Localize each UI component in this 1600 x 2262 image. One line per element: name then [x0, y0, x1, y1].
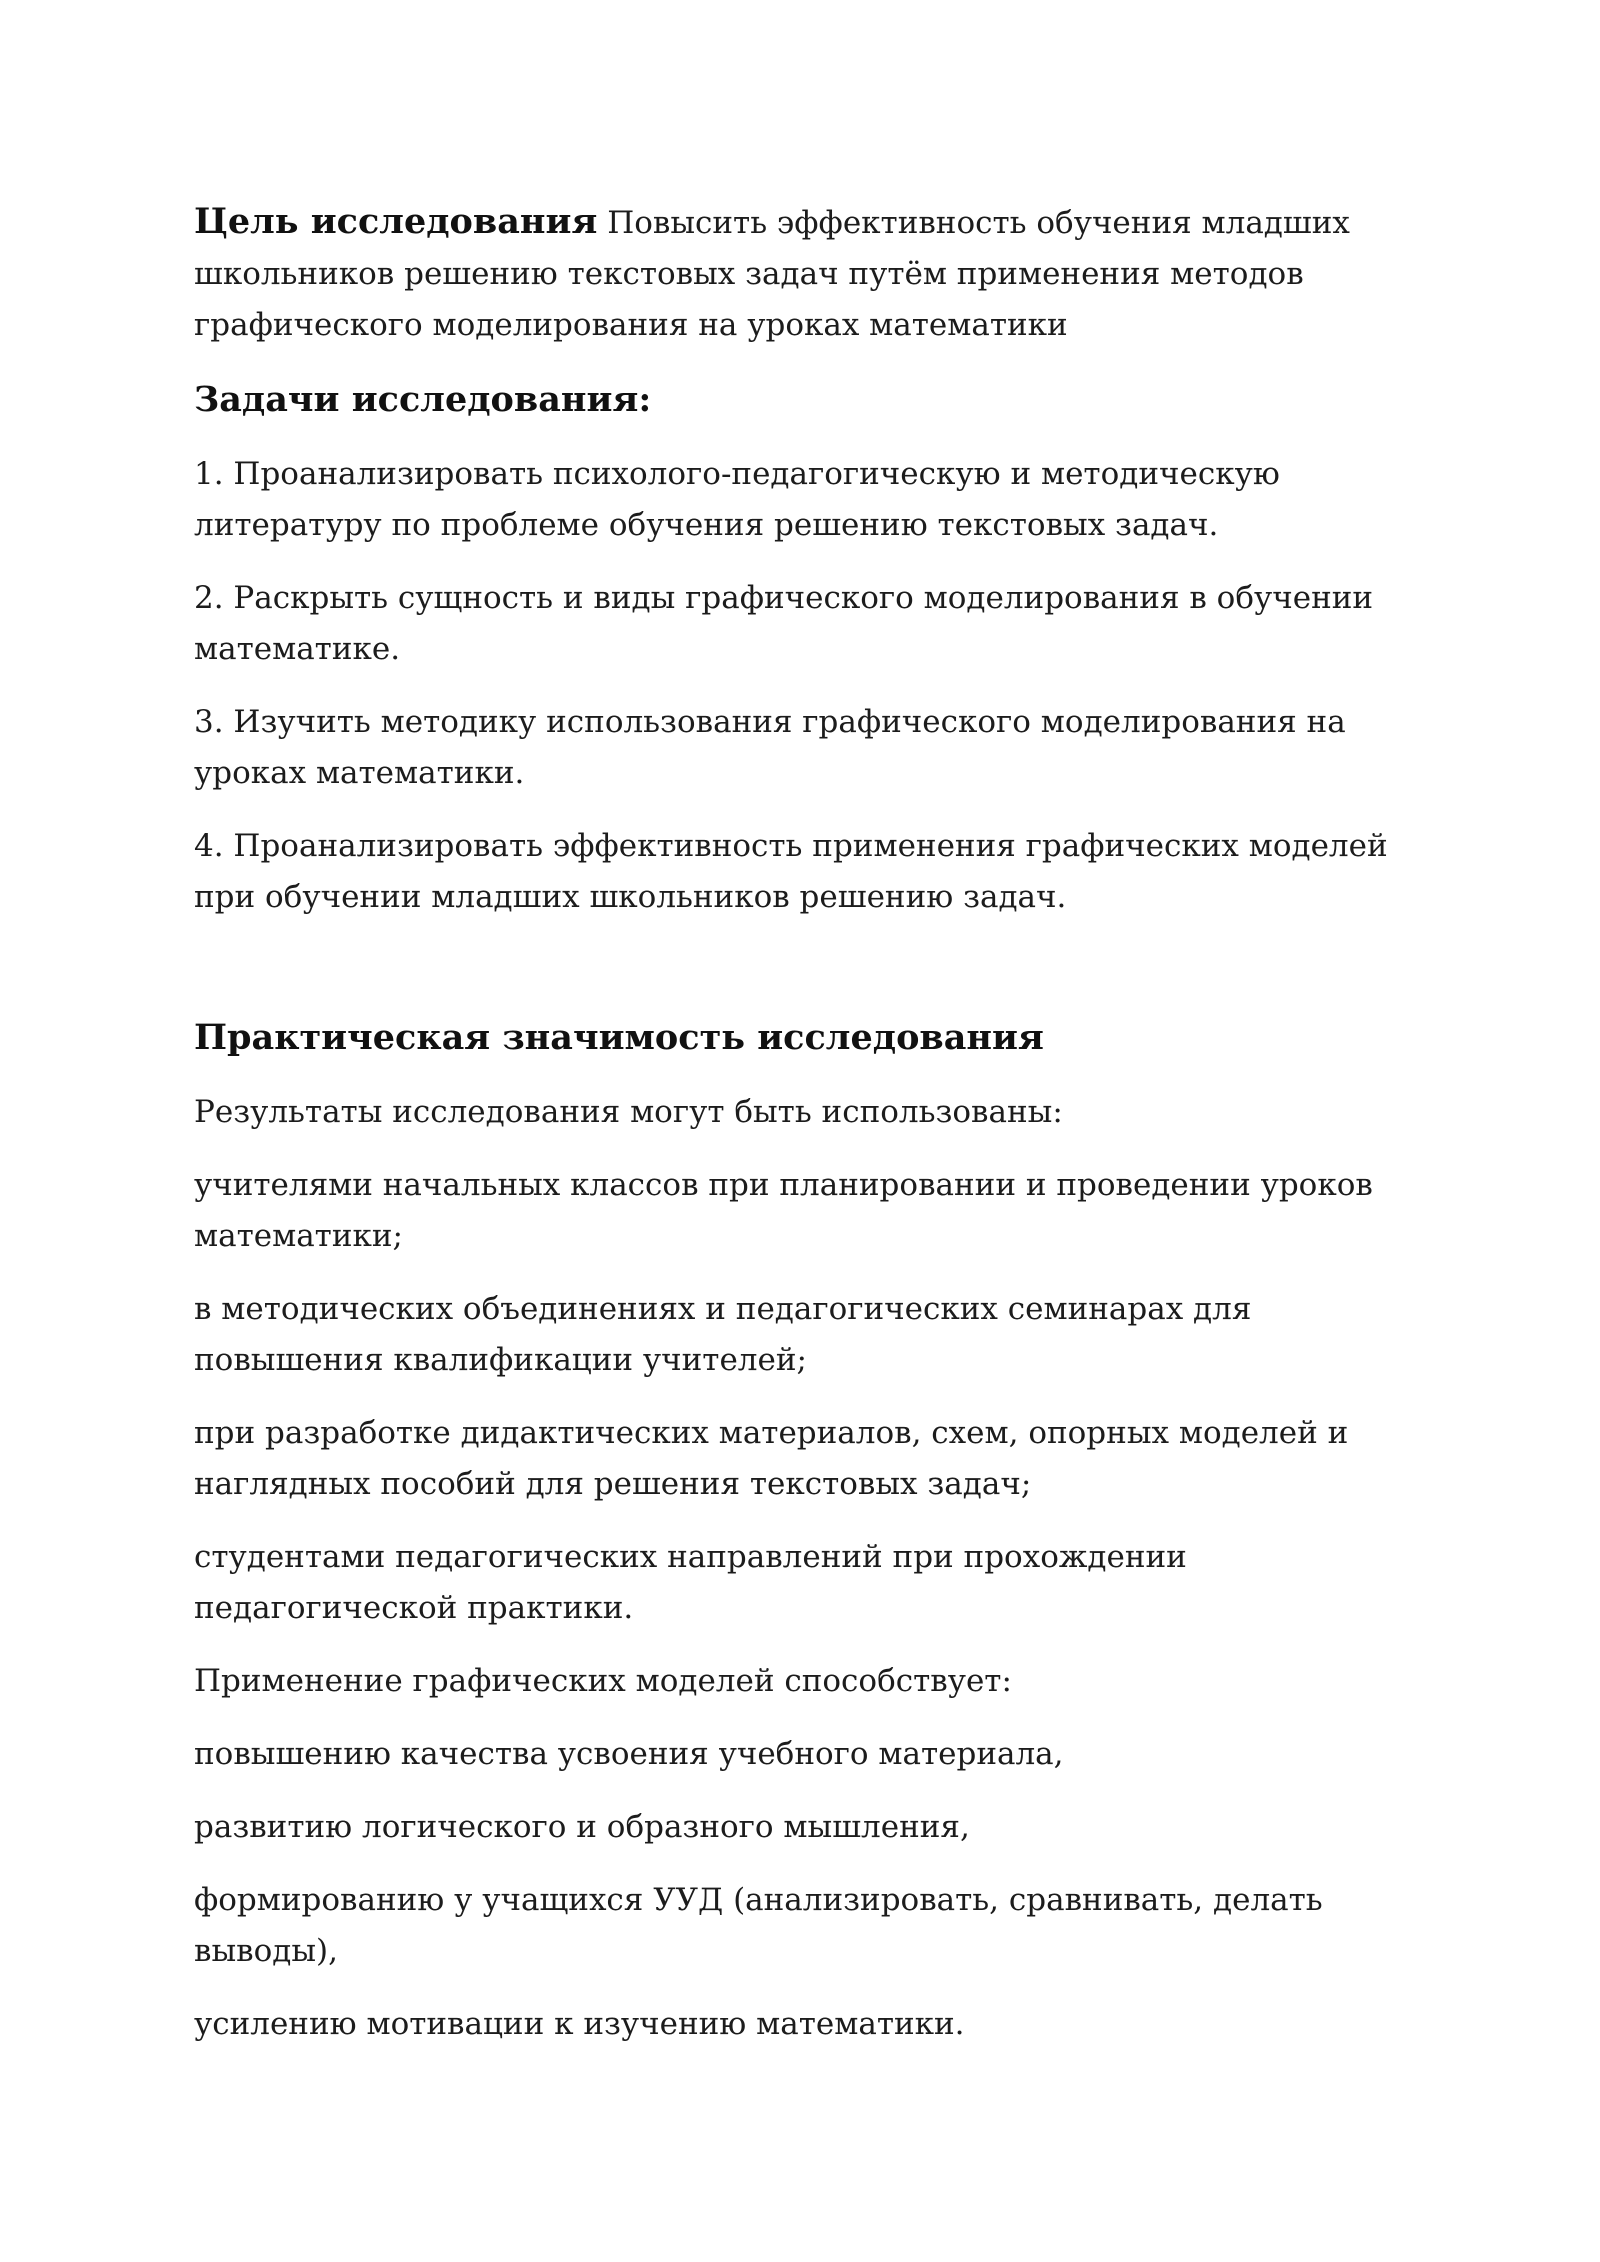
task-item-3: 3. Изучить методику использования графического моделирования на уроках математики. [194, 704, 1346, 791]
benefit-item-4: усилению мотивации к изучению математики. [194, 2006, 965, 2042]
practical-intro: Результаты исследования могут быть использованы: [194, 1094, 1063, 1130]
benefits-intro: Применение графических моделей способствует: [194, 1663, 1012, 1699]
use-item-1: учителями начальных классов при планировании и проведении уроков математики; [194, 1167, 1373, 1254]
goal-paragraph [194, 196, 1424, 351]
benefit-item-2: развитию логического и образного мышления, [194, 1809, 970, 1845]
benefit-item-3: формированию у учащихся УУД (анализировать, сравнивать, делать выводы), [194, 1882, 1323, 1969]
tasks-heading: Задачи исследования: [194, 379, 652, 420]
task-item-1: 1. Проанализировать психолого-педагогическую и методическую литературу по проблеме обучения решению текстовых задач. [194, 456, 1280, 543]
practical-heading: Практическая значимость исследования [194, 1017, 1044, 1058]
benefit-item-1: повышению качества усвоения учебного материала, [194, 1736, 1064, 1772]
use-item-4: студентами педагогических направлений при прохождении педагогической практики. [194, 1539, 1187, 1626]
use-item-3: при разработке дидактических материалов, схем, опорных моделей и наглядных пособий для решения текстовых задач; [194, 1415, 1349, 1502]
task-item-2: 2. Раскрыть сущность и виды графического моделирования в обучении математике. [194, 580, 1374, 667]
goal-title: Цель исследования [194, 201, 598, 242]
document-page [194, 196, 1424, 2072]
goal-text: Повысить эффективность обучения младших школьников решению текстовых задач путём применения методов графического моделирования на уроках математики [194, 205, 1350, 343]
task-item-4: 4. Проанализировать эффективность применения графических моделей при обучении младших школьников решению задач. [194, 828, 1388, 915]
use-item-2: в методических объединениях и педагогических семинарах для повышения квалификации учителей; [194, 1291, 1252, 1378]
